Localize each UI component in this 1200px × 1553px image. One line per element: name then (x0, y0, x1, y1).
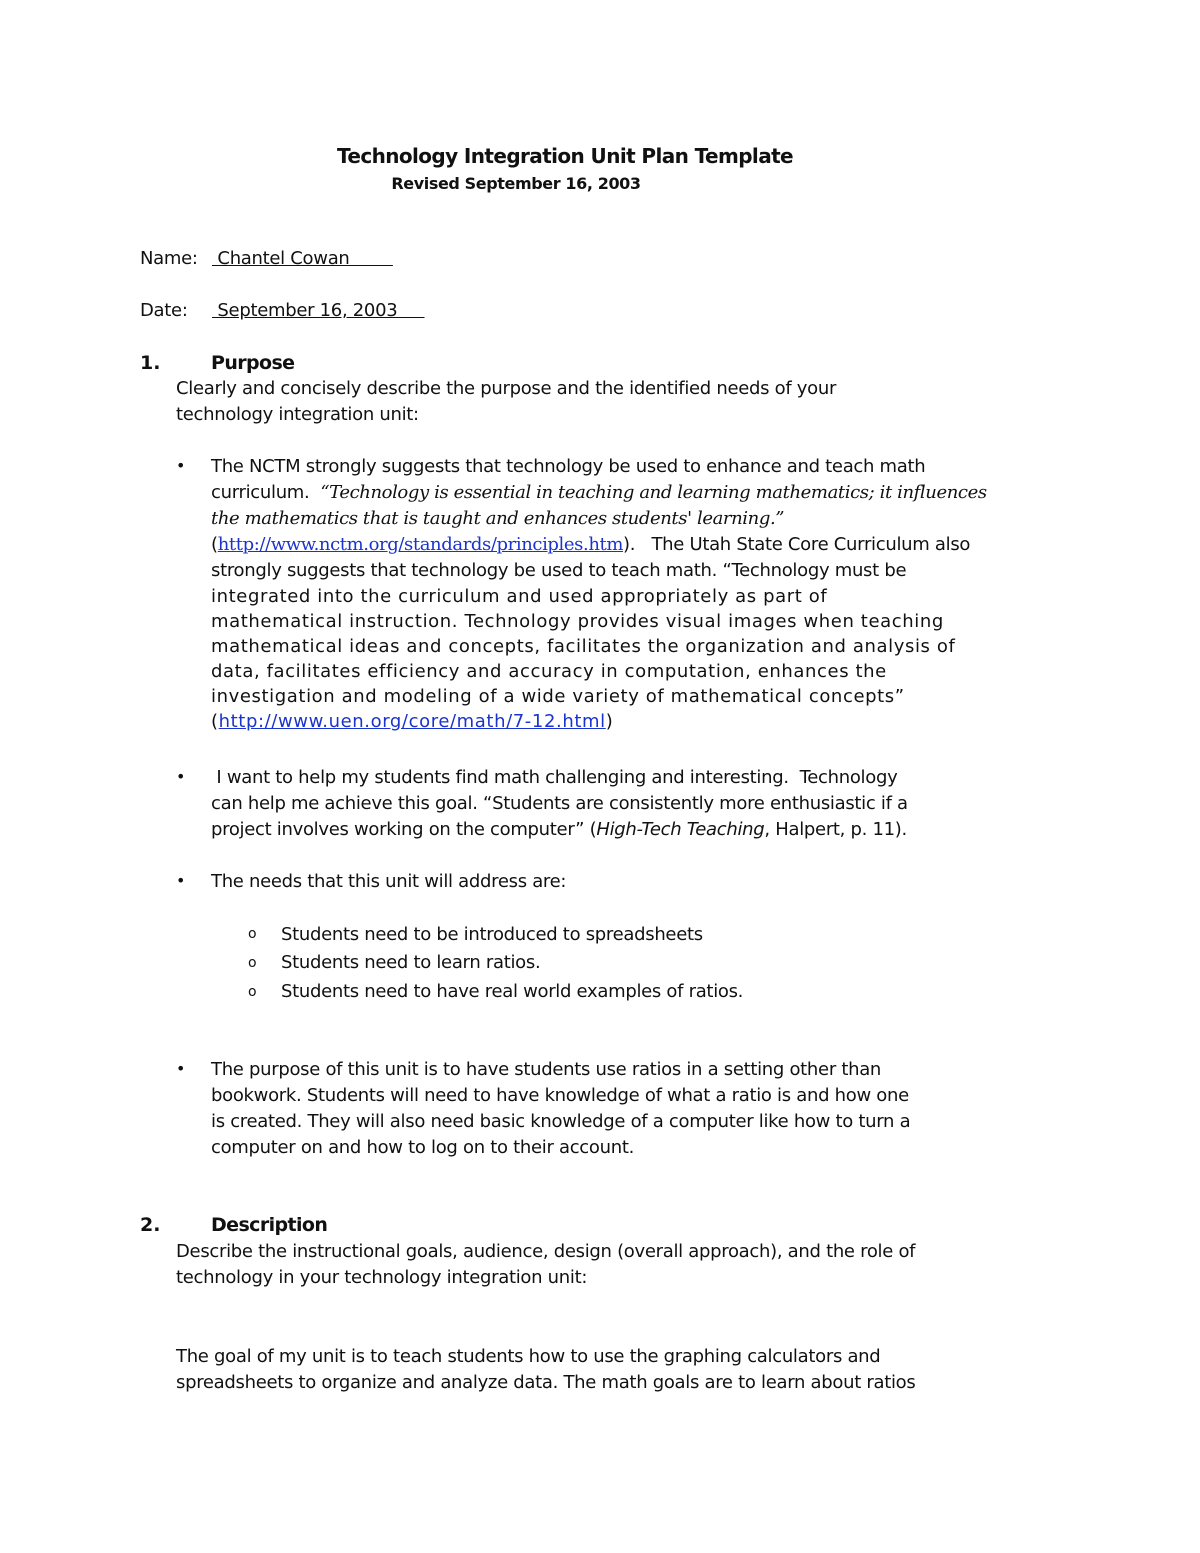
section-2-paragraph (176, 1344, 915, 1396)
paren: ) (605, 711, 614, 732)
text-line: integrated into the curriculum and used appropriately as part of (211, 586, 828, 607)
bullet-icon: • (176, 456, 186, 475)
bullet-2-text (211, 765, 908, 843)
text-line (211, 817, 908, 843)
name-label: Name: (140, 248, 198, 269)
text-span: project involves working on the computer” ( (211, 819, 597, 840)
prompt-line: technology integration unit: (176, 404, 419, 425)
bullet-icon: • (176, 871, 186, 890)
text-line: investigation and modeling of a wide variety of mathematical concepts” (211, 686, 905, 707)
revised-date: Revised September 16, 2003 (391, 174, 641, 193)
bullet-4-text (211, 1057, 910, 1161)
section-1-number: 1. (140, 352, 161, 374)
prompt-line: technology in your technology integration unit: (176, 1267, 588, 1288)
nctm-quote: the mathematics that is taught and enhances students' learning.” (211, 508, 785, 529)
prompt-line: Clearly and concisely describe the purpose and the identified needs of your (176, 378, 837, 399)
section-2-prompt (176, 1239, 915, 1291)
sub-bullet-icon: o (248, 926, 257, 942)
text-line: is created. They will also need basic knowledge of a computer like how to turn a (211, 1111, 911, 1132)
bullet-3-text: The needs that this unit will address are: (211, 871, 567, 892)
bullet-icon: • (176, 1059, 186, 1078)
name-value: Chantel Cowan (212, 248, 393, 269)
bullet-icon: • (176, 767, 186, 786)
paren: ( (211, 534, 218, 555)
section-1-prompt (176, 376, 836, 428)
bullet-1-text (211, 454, 987, 735)
text-span: curriculum. (211, 482, 321, 503)
uen-link[interactable]: http://www.uen.org/core/math/7-12.html (218, 711, 606, 732)
text-line: strongly suggests that technology be used to teach math. “Technology must be (211, 560, 907, 581)
text-line (211, 709, 987, 735)
text-line: The NCTM strongly suggests that technology be used to enhance and teach math (211, 456, 926, 477)
text-line (211, 532, 987, 558)
sub-bullet-icon: o (248, 984, 257, 1000)
text-line: data, facilitates efficiency and accuracy in computation, enhances the (211, 661, 887, 682)
need-item: Students need to have real world examples of ratios. (281, 981, 744, 1002)
text-line: mathematical ideas and concepts, facilitates the organization and analysis of (211, 636, 956, 657)
sub-bullet-icon: o (248, 955, 257, 971)
text-span: ). The Utah State Core Curriculum also (623, 534, 971, 555)
text-span: , Halpert, p. 11). (764, 819, 907, 840)
text-line: can help me achieve this goal. “Students are consistently more enthusiastic if a (211, 793, 908, 814)
need-item: Students need to be introduced to spreadsheets (281, 924, 703, 945)
text-line: The goal of my unit is to teach students how to use the graphing calculators and (176, 1346, 881, 1367)
section-1-heading: Purpose (211, 352, 295, 374)
text-line: I want to help my students find math challenging and interesting. Technology (211, 767, 898, 788)
date-label: Date: (140, 300, 188, 321)
text-line: The purpose of this unit is to have students use ratios in a setting other than (211, 1059, 882, 1080)
text-line: spreadsheets to organize and analyze data. The math goals are to learn about ratios (176, 1372, 916, 1393)
nctm-link[interactable]: http://www.nctm.org/standards/principles.htm (217, 534, 624, 555)
text-line (211, 480, 987, 506)
text-line: mathematical instruction. Technology provides visual images when teaching (211, 611, 944, 632)
document-title: Technology Integration Unit Plan Template (336, 144, 794, 168)
section-2-heading: Description (211, 1214, 328, 1236)
nctm-quote: “Technology is essential in teaching and learning mathematics; it influences (320, 482, 987, 503)
section-2-number: 2. (140, 1214, 161, 1236)
prompt-line: Describe the instructional goals, audience, design (overall approach), and the role of (176, 1241, 916, 1262)
date-value: September 16, 2003 (212, 300, 425, 321)
paren: ( (211, 711, 219, 732)
text-line: bookwork. Students will need to have knowledge of what a ratio is and how one (211, 1085, 909, 1106)
need-item: Students need to learn ratios. (281, 952, 541, 973)
text-line: computer on and how to log on to their account. (211, 1137, 635, 1158)
book-title: High-Tech Teaching (596, 819, 765, 840)
